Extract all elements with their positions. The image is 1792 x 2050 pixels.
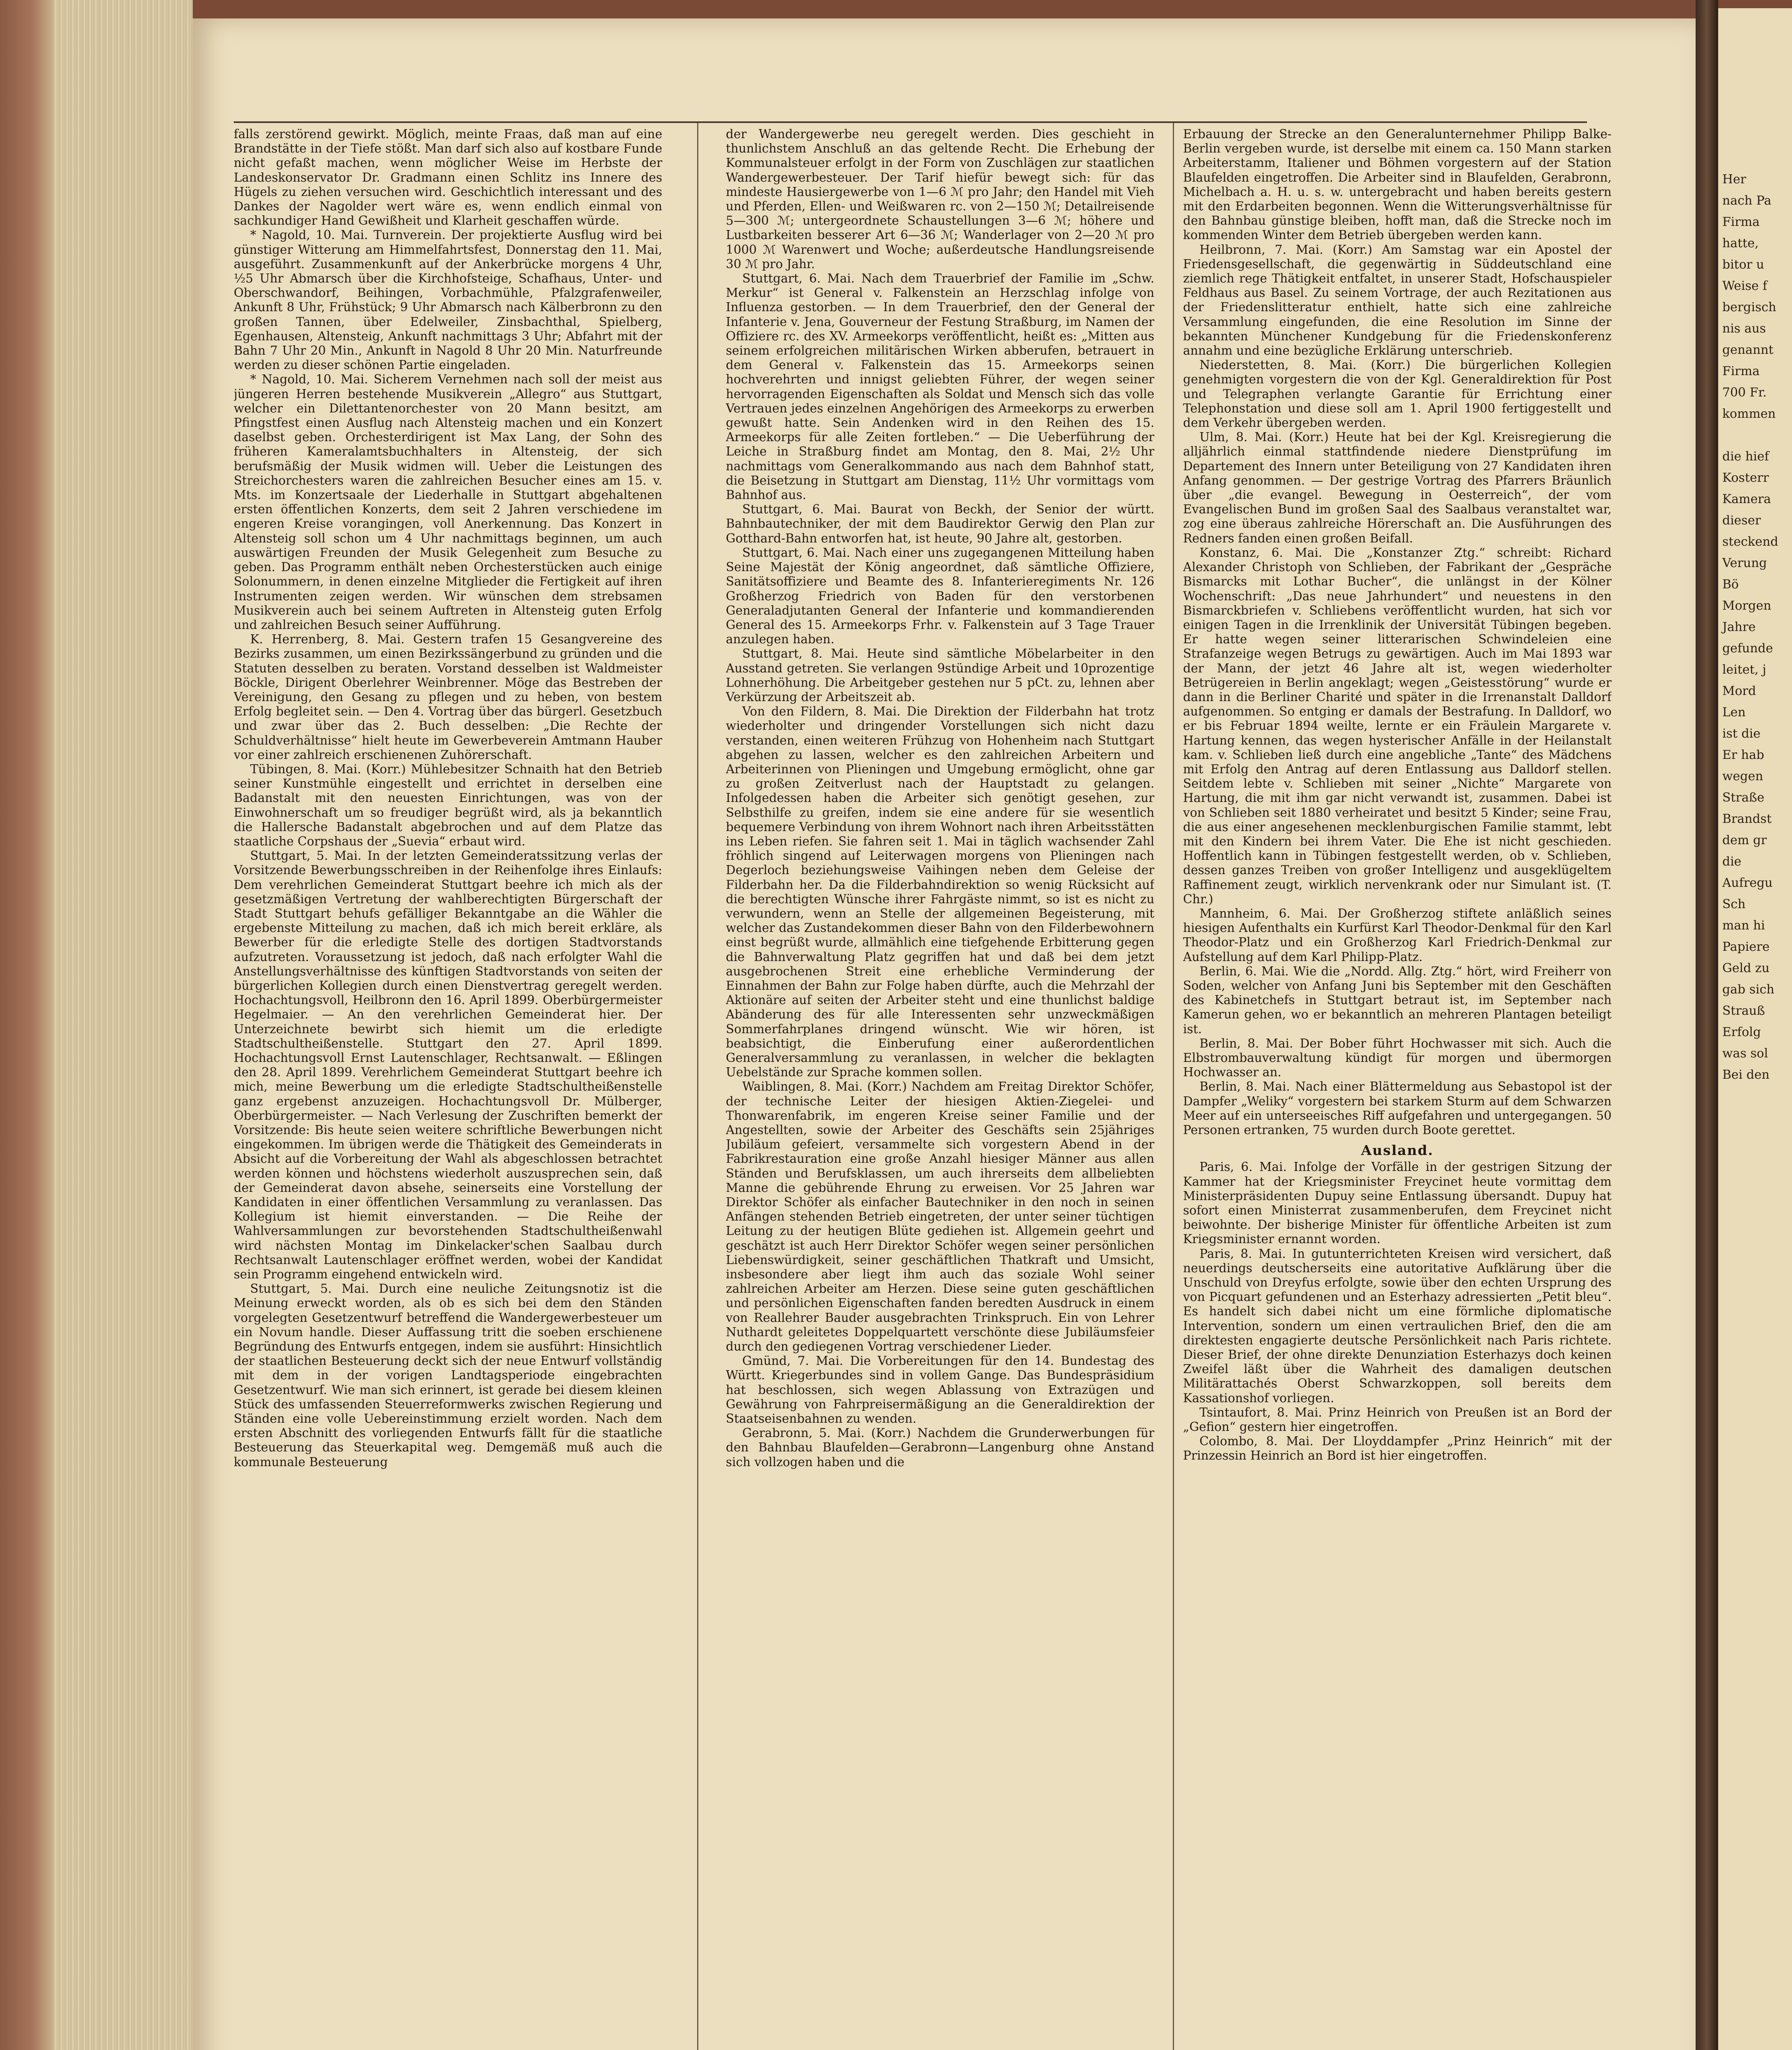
article-paragraph: Stuttgart, 6. Mai. Nach einer uns zugegangenen Mitteilung haben Seine Majestät der König angeordnet, daß sämtliche Offiziere, Sanitätsoffiziere und Beamte des 8. Infanterieregiments Nr. 126 Großherzog Friedrich von Baden für den verstorbenen Generaladjutanten General der Infanterie und kommandierenden General des 15. Armeekorps Frhr. v. Falkenstein auf 3 Tage Trauer anzulegen haben. (726, 545, 1154, 647)
facing-page-text-fragment: Erfolg (1722, 1025, 1761, 1039)
facing-page-text-fragment: Jahre (1722, 620, 1756, 634)
article-paragraph: Stuttgart, 8. Mai. Heute sind sämtliche Möbelarbeiter in den Ausstand getreten. Sie verlangen 9stündige Arbeit und 10prozentige Lohnerhöhung. Die Arbeitgeber gestehen nur 5 pCt. zu, lehnen aber Verkürzung der Arbeitszeit ab. (726, 647, 1154, 704)
article-paragraph: Stuttgart, 6. Mai. Nach dem Trauerbrief der Familie im „Schw. Merkur“ ist General v. Falkenstein an Herzschlag infolge von Influenza gestorben. — In dem Trauerbrief, den der General der Infanterie v. Jena, Gouverneur der Festung Straßburg, im Namen der Offiziere rc. des XV. Armeekorps veröffentlicht, heißt es: „Mitten aus seinem erfolgreichen militärischen Wirken abberufen, betrauert in dem General v. Falkenstein das 15. Armeekorps seinen hochverehrten und innigst geliebten Führer, der wegen seiner hervorragenden Eigenschaften als Soldat und Mensch sich das volle Vertrauen jedes einzelnen Angehörigen des Armeekorps zu erwerben gewußt hatte. Sein Andenken wird in den Reihen des 15. Armeekorps für alle Zeiten fortleben.“ — Die Ueberführung der Leiche in Straßburg findet am Montag, den 8. Mai, 2½ Uhr nachmittags vom Generalkommando aus nach dem Bahnhof statt, die Beisetzung in Stuttgart am Dienstag, 11½ Uhr vormittags vom Bahnhof aus. (726, 271, 1154, 502)
facing-page-text-fragment: Strauß (1722, 1004, 1765, 1018)
facing-page-text-fragment: Len (1722, 705, 1746, 720)
facing-page-text-fragment: ist die (1722, 727, 1761, 741)
article-paragraph: Niederstetten, 8. Mai. (Korr.) Die bürgerlichen Kollegien genehmigten vorgestern die von der Kgl. Generaldirektion für Post und Telegraphen verlangte Garantie für Errichtung einer Telephonstation und diese soll am 1. April 1900 fertiggestellt und dem Verkehr übergeben werden. (1183, 358, 1612, 430)
facing-page-text-fragment: Kosterr (1722, 471, 1769, 485)
facing-page-text-fragment: Er hab (1722, 748, 1765, 762)
facing-page-text-fragment: Her (1722, 172, 1746, 187)
facing-page-text-fragment: hatte, (1722, 236, 1759, 251)
facing-page-text-fragment: was sol (1722, 1046, 1768, 1061)
facing-page-text-fragment: genannt (1722, 343, 1774, 357)
article-paragraph: * Nagold, 10. Mai. Sicherem Vernehmen nach soll der meist aus jüngeren Herren bestehende Musikverein „Allegro“ aus Stuttgart, welcher ein Dilettantenorchester von 20 Mann besitzt, am Pfingstfest einen Ausflug nach Altensteig machen und ein Konzert daselbst geben. Orchesterdirigent ist Max Lang, der Sohn des früheren Kameralamtsbuchhalters in Altensteig, der sich berufsmäßig der Musik widmen will. Ueber die Leistungen des Streichorchesters waren die zahlreichen Besucher eines am 15. v. Mts. im Konzertsaale der Liederhalle in Stuttgart abgehaltenen ersten öffentlichen Konzerts, dem seit 2 Jahren verschiedene im engeren Kreise vorangingen, voll Anerkennung. Das Konzert in Altensteig soll schon um 4 Uhr nachmittags beginnen, um auch auswärtigen Freunden der Musik Gelegenheit zum Besuche zu geben. Das Programm enthält neben Orchesterstücken auch einige Solonummern, in denen einzelne Mitglieder die Fertigkeit auf ihren Instrumenten zeigen werden. Wir wünschen dem strebsamen Musikverein auch bei seinem Auftreten in Altensteig guten Erfolg und zahlreichen Besuch seiner Aufführung. (234, 372, 662, 632)
facing-page-text-fragment: Brandst (1722, 812, 1772, 826)
facing-page-text-fragment: Bei den (1722, 1068, 1770, 1082)
article-paragraph: Paris, 8. Mai. In gutunterrichteten Kreisen wird versichert, daß neuerdings deutscherseits eine autoritative Aufklärung über die Unschuld von Dreyfus erfolgte, sowie über den echten Ursprung des von Picquart gefundenen und an Esterhazy adressierten „Petit bleu“. Es handelt sich dabei nicht um eine förmliche diplomatische Intervention, sondern um einen vertraulichen Brief, den die am direktesten engagierte deutsche Persönlichkeit nach Paris richtete. Dieser Brief, der ohne direkte Denunziation Esterhazys doch keinen Zweifel läßt über die Wahrheit des damaligen deutschen Militärattachés Oberst Schwarzkoppen, soll bereits dem Kassationshof vorliegen. (1183, 1246, 1612, 1405)
facing-page-text-fragment: Geld zu (1722, 961, 1770, 975)
facing-page-text-fragment: gab sich (1722, 982, 1774, 997)
facing-page-text-fragment: bergisch (1722, 300, 1776, 314)
article-paragraph: Stuttgart, 5. Mai. In der letzten Gemeinderatssitzung verlas der Vorsitzende Bewerbungsschreiben in der Reihenfolge ihres Einlaufs: Dem verehrlichen Gemeinderat Stuttgart beehre ich mich als der gesetzmäßigen Vertretung der wahlberechtigten Bürgerschaft der Stadt Stuttgart behufs gefälliger Bekanntgabe an die Wähler die ergebenste Mitteilung zu machen, daß ich mich bereit erkläre, als Bewerber für die erledigte Stelle des dortigen Stadtvorstands aufzutreten. Voraussetzung ist jedoch, daß nach erfolgter Wahl die Anstellungsverhältnisse des künftigen Stadtvorstands von seiten der bürgerlichen Kollegien durch einen Dienstvertrag geregelt werden. Hochachtungsvoll, Heilbronn den 16. April 1899. Oberbürgermeister Hegelmaier. — An den verehrlichen Gemeinderat hier. Der Unterzeichnete bewirbt sich hiemit um die erledigte Stadtschultheißenstelle. Stuttgart den 27. April 1899. Hochachtungsvoll Ernst Lautenschlager, Rechtsanwalt. — Eßlingen den 28. April 1899. Verehrlichem Gemeinderat Stuttgart beehre ich mich, meine Bewerbung um die erledigte Stadtschultheißenstelle ganz ergebenst anzuzeigen. Hochachtungsvoll Dr. Mülberger, Oberbürgermeister. — Nach Verlesung der Zuschriften bemerkt der Vorsitzende: Bis heute seien weitere schriftliche Bewerbungen nicht eingekommen. Im übrigen werde die Thätigkeit des Gemeinderats in Absicht auf die Vorbereitung der Wahl als abgeschlossen betrachtet werden können und höchstens wiederholt auszusprechen sein, daß der Gemeinderat davon absehe, seinerseits eine Vorstellung der Kandidaten in einer öffentlichen Versammlung zu veranlassen. Das Kollegium ist hiemit einverstanden. — Die Reihe der Wahlversammlungen zur bevorstehenden Stadtschultheißenwahl wird nächsten Montag im Dinkelacker'schen Saalbau durch Rechtsanwalt Lautenschlager eröffnet werden, wobei der Kandidat sein Programm eingehend entwickeln wird. (234, 849, 662, 1282)
article-paragraph: Tsintaufort, 8. Mai. Prinz Heinrich von Preußen ist an Bord der „Gefion“ gestern hier eingetroffen. (1183, 1405, 1612, 1434)
article-paragraph: Gerabronn, 5. Mai. (Korr.) Nachdem die Grunderwerbungen für den Bahnbau Blaufelden—Gerabronn—Langenburg ohne Anstand sich vollzogen haben und die (726, 1426, 1154, 1469)
facing-page-text-fragment: steckend (1722, 535, 1778, 549)
facing-page-text-fragment: bitor u (1722, 257, 1765, 272)
article-paragraph: Stuttgart, 6. Mai. Baurat von Beckh, der Senior der württ. Bahnbautechniker, der mit dem Baudirektor Gerwig den Plan zur Gotthard-Bahn entworfen hat, ist heute, 90 Jahre alt, gestorben. (726, 502, 1154, 545)
facing-page-text-fragment: gefunde (1722, 641, 1773, 656)
facing-page-text-fragment: nis aus (1722, 321, 1766, 336)
section-heading: Ausland. (1361, 1142, 1434, 1159)
article-paragraph: Paris, 6. Mai. Infolge der Vorfälle in der gestrigen Sitzung der Kammer hat der Kriegsminister Freycinet heute vormittag dem Ministerpräsidenten Dupuy seine Entlassung übersandt. Dupuy hat sofort einen Ministerrat zusammenberufen, dem Freycinet nicht beiwohnte. Der bisherige Minister für öffentliche Arbeiten ist zum Kriegsminister ernannt worden. (1183, 1160, 1612, 1246)
book-gutter (1696, 0, 1718, 2050)
article-paragraph: K. Herrenberg, 8. Mai. Gestern trafen 15 Gesangvereine des Bezirks zusammen, um einen Bezirkssängerbund zu gründen und die Statuten desselben zu beraten. Vorstand desselben ist Waldmeister Böckle, Dirigent Oberlehrer Weinbrenner. Möge das Bestreben der Vereinigung, den Gesang zu pflegen und zu heben, von bestem Erfolg begleitet sein. — Den 4. Vortrag über das bürgerl. Gesetzbuch und zwar über das 2. Buch desselben: „Die Rechte der Schuldverhältnisse“ hielt heute im Gewerbeverein Amtmann Hauber vor einer zahlreich erschienenen Zuhörerschaft. (234, 632, 662, 762)
article-paragraph: Tübingen, 8. Mai. (Korr.) Mühlebesitzer Schnaith hat den Betrieb seiner Kunstmühle eingestellt und errichtet in derselben eine Badanstalt mit den neuesten Einrichtungen, was von der Einwohnerschaft um so freudiger begrüßt wird, als ja bekanntlich die Hallersche Badanstalt abgebrochen und auf dem Platze das staatliche Corpshaus der „Suevia“ erbaut wird. (234, 762, 662, 848)
facing-page-text-fragment: dieser (1722, 513, 1761, 528)
article-paragraph: Berlin, 6. Mai. Wie die „Nordd. Allg. Ztg.“ hört, wird Freiherr von Soden, welcher von Anfang Juni bis September mit den Geschäften des Kabinetchefs in Stuttgart betraut ist, im September nach Kamerun gehen, wo er bekanntlich an mehreren Plantagen beteiligt ist. (1183, 964, 1612, 1036)
facing-page-text-fragment: kommen (1722, 407, 1776, 421)
article-paragraph: Berlin, 8. Mai. Der Bober führt Hochwasser mit sich. Auch die Elbstrombauverwaltung kündigt für morgen und übermorgen Hochwasser an. (1183, 1036, 1612, 1080)
article-paragraph: Heilbronn, 7. Mai. (Korr.) Am Samstag war ein Apostel der Friedensgesellschaft, die gegenwärtig in Süddeutschland eine ziemlich rege Thätigkeit entfaltet, in unserer Stadt, Hofschauspieler Feldhaus aus Basel. Zu seinem Vortrage, der auch Rezitationen aus der Friedenslitteratur enthielt, hatte sich eine zahlreiche Versammlung eingefunden, die eine Resolution im Sinne der bekannten Münchener Kundgebung für die Friedenskonferenz annahm und eine bezügliche Erklärung unterschrieb. (1183, 242, 1612, 358)
article-paragraph: der Wandergewerbe neu geregelt werden. Dies geschieht in thunlichstem Anschluß an das geltende Recht. Die Erhebung der Kommunalsteuer erfolgt in der Form von Zuschlägen zur staatlichen Wandergewerbesteuer. Der Tarif hiefür bewegt sich: für das mindeste Hausiergewerbe von 1—6 ℳ pro Jahr; den Handel mit Vieh und Pferden, Ellen- und Weißwaren rc. von 2—150 ℳ; Detailreisende 5—300 ℳ; untergeordnete Schaustellungen 3—6 ℳ; höhere und Lustbarkeiten besserer Art 6—36 ℳ; Wanderlager von 2—20 ℳ pro 1000 ℳ Warenwert und Woche; außerdeutsche Handlungsreisende 30 ℳ pro Jahr. (726, 127, 1154, 271)
facing-page-text-fragment: Aufregu (1722, 876, 1773, 890)
column-2 (726, 127, 1154, 2050)
facing-page-text-fragment: dem gr (1722, 833, 1767, 847)
facing-page-text-fragment: Verung (1722, 556, 1767, 570)
facing-page-text-fragment: Papiere (1722, 940, 1770, 954)
facing-page-text-fragment: Sch (1722, 897, 1746, 911)
column-1 (234, 127, 662, 2050)
article-paragraph: Konstanz, 6. Mai. Die „Konstanzer Ztg.“ schreibt: Richard Alexander Christoph von Schlieben, der Fabrikant der „Gespräche Bismarcks mit Lothar Bucher“, die unlängst in der Kölner Wochenschrift: „Das neue Jahrhundert“ und neuestens in den Bismarckbriefen v. Schliebens veröffentlicht wurden, hat sich vor einigen Tagen in die Irrenklinik der Universität Tübingen begeben. Er hatte wegen seiner litterarischen Schwindeleien eine Strafanzeige wegen Betrugs zu gewärtigen. Auch im Mai 1893 war der Mann, der jetzt 46 Jahre alt ist, wegen wiederholter Betrügereien in Berlin angeklagt; wegen „Geistesstörung“ wurde er dann in die Berliner Charité und später in die Irrenanstalt Dalldorf aufgenommen. So entging er damals der Bestrafung. In Dalldorf, wo er bis Februar 1894 weilte, lernte er ein Fräulein Margarete v. Hartung kennen, das wegen hysterischer Anfälle in der Heilanstalt kam. v. Schlieben ließ durch eine angebliche „Tante“ des Mädchens mit Erfolg den Antrag auf deren Entlassung aus Dalldorf stellen. Seitdem lebte v. Schlieben mit seiner „Nichte“ Margarete von Hartung, die mit ihm gar nicht verwandt ist, zusammen. Dabei ist von Schlieben seit 1880 verheiratet und besitzt 5 Kinder; seine Frau, die aus einer angesehenen mecklenburgischen Familie stammt, lebt mit den Kindern bei ihrem Vater. Die Ehe ist nicht geschieden. Hoffentlich kann in Tübingen festgestellt werden, ob v. Schlieben, dessen ganzes Treiben von großer Intelligenz und ausgeklügeltem Raffinement zeugt, wirklich nervenkrank oder nur Simulant ist. (T. Chr.) (1183, 545, 1612, 906)
article-paragraph: Ulm, 8. Mai. (Korr.) Heute hat bei der Kgl. Kreisregierung die alljährlich einmal stattfindende niedere Dienstprüfung im Departement des Innern unter Beteiligung von 27 Kandidaten ihren Anfang genommen. — Der gestrige Vortrag des Pfarrers Bräunlich über „die evangel. Bewegung in Oesterreich“, der vom Evangelischen Bund im großen Saal des Saalbaus veranstaltet war, zog eine überaus zahlreiche Hörerschaft an. Die Ausführungen des Redners fanden einen großen Beifall. (1183, 430, 1612, 545)
facing-page-text-fragment: Mord (1722, 684, 1756, 698)
facing-page-text-fragment: Bö (1722, 577, 1739, 592)
article-paragraph: Berlin, 8. Mai. Nach einer Blättermeldung aus Sebastopol ist der Dampfer „Weliky“ vorgestern bei starkem Sturm auf dem Schwarzen Meer auf ein unterseeisches Riff aufgefahren und untergegangen. 50 Personen ertranken, 75 wurden durch Boote gerettet. (1183, 1080, 1612, 1137)
facing-page-text-fragment: 700 Fr. (1722, 385, 1767, 400)
facing-page-text-fragment: Straße (1722, 790, 1765, 805)
column-rule-2 (1173, 123, 1174, 2050)
facing-page-text-fragment: Firma (1722, 215, 1760, 229)
facing-page-text-fragment: nach Pa (1722, 194, 1771, 208)
facing-page-text-fragment: Firma (1722, 364, 1760, 378)
top-rule (234, 121, 1587, 123)
article-paragraph: Mannheim, 6. Mai. Der Großherzog stiftete anläßlich seines hiesigen Aufenthalts ein Kurfürst Karl Theodor-Denkmal für den Karl Theodor-Platz und ein Großherzog Karl Friedrich-Denkmal zur Aufstellung auf dem Karl Philipp-Platz. (1183, 906, 1612, 964)
column-rule-1 (697, 123, 698, 2050)
article-paragraph: * Nagold, 10. Mai. Turnverein. Der projektierte Ausflug wird bei günstiger Witterung am Himmelfahrtsfest, Donnerstag den 11. Mai, ausgeführt. Zusammenkunft auf der Ankerbrücke morgens 4 Uhr, ½5 Uhr Abmarsch über die Kirchhofsteige, Schafhaus, Unter- und Oberschwandorf, Beihingen, Vorbachmühle, Pfalzgrafenweiler, Ankunft 8 Uhr, Frühstück; 9 Uhr Abmarsch nach Kälberbronn zu den großen Tannen, über Edelweiler, Zinsbachthal, Spielberg, Egenhausen, Altensteig, Ankunft nachmittags 3 Uhr; Abfahrt mit der Bahn 7 Uhr 20 Min., Ankunft in Nagold 8 Uhr 20 Min. Naturfreunde werden zu dieser schönen Partie eingeladen. (234, 228, 662, 372)
article-paragraph: Stuttgart, 5. Mai. Durch eine neuliche Zeitungsnotiz ist die Meinung erweckt worden, als ob es sich bei dem den Ständen vorgelegten Gesetzentwurf betreffend die Wandergewerbesteuer um ein Novum handle. Dieser Auffassung tritt die soeben erschienene Begründung des Entwurfs entgegen, indem sie ausführt: Hinsichtlich der staatlichen Besteuerung deckt sich der neue Entwurf vollständig mit dem in der vorigen Landtagsperiode eingebrachten Gesetzentwurf. Wie man sich erinnert, ist gerade bei diesem kleinen Stück des umfassenden Steuerreformwerks zwischen Regierung und Ständen eine volle Uebereinstimmung erzielt worden. Nach dem ersten Abschnitt des vorliegenden Entwurfs fällt für die staatliche Besteuerung das Steuerkapital weg. Demgemäß muß auch die kommunale Besteuerung (234, 1282, 662, 1469)
facing-page-edge (1718, 8, 1792, 2050)
article-paragraph: falls zerstörend gewirkt. Möglich, meinte Fraas, daß man auf eine Brandstätte in der Tiefe stößt. Man darf sich also auf kostbare Funde nicht gefaßt machen, wenn möglicher Weise im Herbste der Landeskonservator Dr. Gradmann einen Schlitz ins Innere des Hügels zu ziehen versuchen wird. Geschichtlich interessant und des Dankes der Nagolder wert wäre es, wenn endlich einmal von sachkundiger Hand Gewißheit und Klarheit geschaffen würde. (234, 127, 662, 228)
facing-page-text-fragment: leitet, j (1722, 663, 1767, 677)
facing-page-text-fragment: Kamera (1722, 492, 1771, 506)
article-paragraph: Gmünd, 7. Mai. Die Vorbereitungen für den 14. Bundestag des Württ. Kriegerbundes sind in vollem Gange. Das Bundespräsidium hat beschlossen, sich wegen Ablassung von Extrazügen und Gewährung von Fahrpreisermäßigung an die Generaldirektion der Staatseisenbahnen zu wenden. (726, 1354, 1154, 1426)
facing-page-text-fragment: die (1722, 854, 1742, 869)
article-paragraph: Erbauung der Strecke an den Generalunternehmer Philipp Balke-Berlin vergeben wurde, ist derselbe mit einem ca. 150 Mann starken Arbeiterstamm, Italiener und Böhmen vorgestern auf der Station Blaufelden eingetroffen. Die Arbeiter sind in Blaufelden, Gerabronn, Michelbach a. H. u. s. w. untergebracht und haben bereits gestern mit den Erdarbeiten begonnen. Wenn die Witterungsverhältnisse für den Bahnbau günstige bleiben, hofft man, daß die Strecke noch im kommenden Winter dem Betrieb übergeben werden kann. (1183, 127, 1612, 242)
facing-page-text-fragment: Morgen (1722, 599, 1771, 613)
article-paragraph: Von den Fildern, 8. Mai. Die Direktion der Filderbahn hat trotz wiederholter und dringender Vorstellungen sich nicht dazu verstanden, einen weiteren Frühzug von Hohenheim nach Stuttgart abgehen zu lassen, welcher es den zahlreichen Arbeitern und Arbeiterinnen von Plieningen und Umgebung ermöglicht, ohne gar zu großen Zeitverlust nach der Hauptstadt zu gelangen. Infolgedessen haben die Arbeiter sich genötigt gesehen, zur Selbsthilfe zu greifen, indem sie eine andere für sie wesentlich bequemere Verbindung von ihrem Wohnort nach ihren Arbeitsstätten ins Leben riefen. Sie fahren seit 1. Mai in täglich wachsender Zahl fröhlich singend auf Leiterwagen morgens von Plieningen nach Degerloch beziehungsweise Vaihingen neben dem Geleise der Filderbahn her. Da die Filderbahndirektion so wenig Rücksicht auf die berechtigten Wünsche ihrer Fahrgäste nimmt, so ist es nicht zu verwundern, wenn an Stelle der allgemeinen Begeisterung, mit welcher das Zustandekommen dieser Bahn von den Filderbewohnern einst begrüßt wurde, allmählich eine tiefgehende Erbitterung gegen die Bahnverwaltung Platz gegriffen hat und daß bei dem jetzt ausgebrochenen Streit eine erhebliche Verminderung der Einnahmen der Bahn zur Folge haben dürfte, auch die Mehrzahl der Aktionäre auf seiten der Arbeiter steht und eine thunlichst baldige Abänderung des für alle Interessenten sehr unzweckmäßigen Sommerfahrplanes dringend wünscht. Wie wir hören, ist beabsichtigt, die Einberufung einer außerordentlichen Generalversammlung zu veranlassen, in welcher die beklagten Uebelstände zur Sprache kommen sollen. (726, 704, 1154, 1080)
article-paragraph: Colombo, 8. Mai. Der Lloyddampfer „Prinz Heinrich“ mit der Prinzessin Heinrich an Bord ist hier eingetroffen. (1183, 1434, 1612, 1463)
facing-page-text-fragment: wegen (1722, 769, 1763, 784)
column-3 (1183, 127, 1612, 2050)
facing-page-text-fragment: die hief (1722, 449, 1769, 464)
article-paragraph: Waiblingen, 8. Mai. (Korr.) Nachdem am Freitag Direktor Schöfer, der technische Leiter der hiesigen Aktien-Ziegelei- und Thonwarenfabrik, im engeren Kreise seiner Familie und der Angestellten, sowie der Arbeiter des Geschäfts sein 25jähriges Jubiläum gefeiert, versammelte sich vorgestern Abend in der Fabrikrestauration eine große Anzahl hiesiger Männer aus allen Ständen und Berufsklassen, um auch ihrerseits dem allbeliebten Manne die gebührende Ehrung zu erweisen. Vor 25 Jahren war Direktor Schöfer als einfacher Bautechniker in den noch in seinen Anfängen stehenden Betrieb eingetreten, der unter seiner tüchtigen Leitung zu der heutigen Blüte gediehen ist. Allgemein geehrt und geschätzt ist auch Herr Direktor Schöfer wegen seiner persönlichen Liebenswürdigkeit, seiner geschäftlichen Thatkraft und Umsicht, insbesondere aber liegt ihm auch das soziale Wohl seiner zahlreichen Arbeiter am Herzen. Diese seine guten geschäftlichen und persönlichen Eigenschaften fanden beredten Ausdruck in einem von Reallehrer Bauder ausgebrachten Trinkspruch. Ein von Lehrer Nuthardt geleitetes Doppelquartett verschönte diese Jubiläumsfeier durch den gediegenen Vortrag verschiedener Lieder. (726, 1080, 1154, 1354)
book-binding-edge (0, 0, 53, 2050)
facing-page-text-fragment: Weise f (1722, 279, 1767, 293)
facing-page-text-fragment: man hi (1722, 918, 1765, 933)
